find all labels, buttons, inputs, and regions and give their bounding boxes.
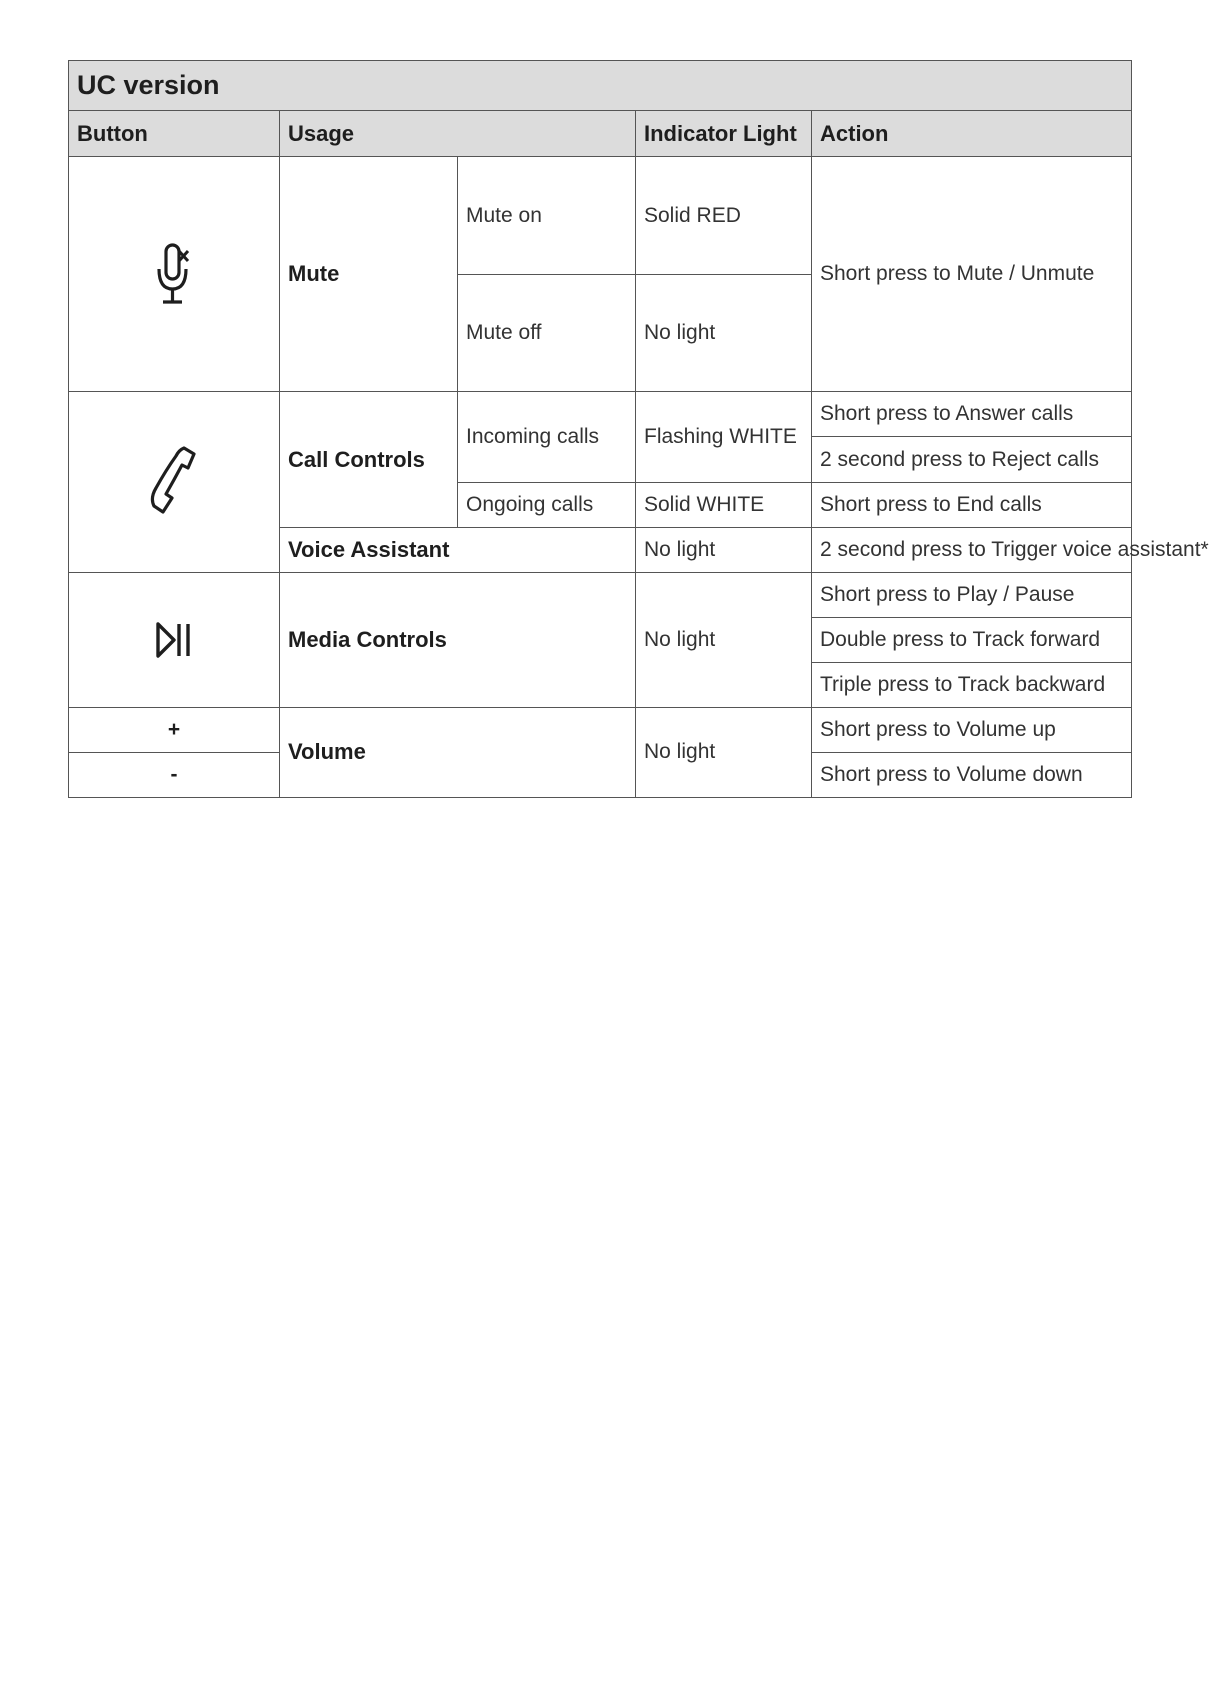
answer-calls-action: Short press to Answer calls: [812, 392, 1132, 437]
usage-call-controls: Call Controls: [280, 392, 458, 527]
volume-minus-button: -: [69, 752, 280, 797]
usage-voice-assistant: Voice Assistant: [280, 527, 636, 572]
header-usage: Usage: [280, 111, 636, 157]
media-button-cell: [69, 572, 280, 707]
play-pause-icon: [154, 620, 194, 660]
header-indicator-light: Indicator Light: [636, 111, 812, 157]
call-button-cell: [69, 392, 280, 572]
track-backward-action: Triple press to Track backward: [812, 662, 1132, 707]
table-title: UC version: [69, 61, 1132, 111]
volume-up-action: Short press to Volume up: [812, 707, 1132, 752]
mute-on-label: Mute on: [458, 157, 636, 275]
mute-off-label: Mute off: [458, 275, 636, 392]
mute-on-light: Solid RED: [636, 157, 812, 275]
volume-down-action: Short press to Volume down: [812, 752, 1132, 797]
ongoing-calls-label: Ongoing calls: [458, 482, 636, 527]
ongoing-calls-light: Solid WHITE: [636, 482, 812, 527]
incoming-calls-label: Incoming calls: [458, 392, 636, 482]
play-pause-action: Short press to Play / Pause: [812, 572, 1132, 617]
mic-mute-icon: [154, 239, 194, 309]
volume-plus-button: +: [69, 707, 280, 752]
incoming-calls-light: Flashing WHITE: [636, 392, 812, 482]
reject-calls-action: 2 second press to Reject calls: [812, 437, 1132, 482]
media-controls-light: No light: [636, 572, 812, 707]
voice-assistant-light: No light: [636, 527, 812, 572]
phone-handset-icon: [146, 442, 202, 522]
usage-media-controls: Media Controls: [280, 572, 636, 707]
track-forward-action: Double press to Track forward: [812, 617, 1132, 662]
mute-off-light: No light: [636, 275, 812, 392]
volume-light: No light: [636, 707, 812, 797]
voice-assistant-action: 2 second press to Trigger voice assistant*: [812, 527, 1132, 572]
controls-table: [68, 60, 1209, 798]
usage-mute: Mute: [280, 157, 458, 392]
mute-button-cell: [69, 157, 280, 392]
usage-volume: Volume: [280, 707, 636, 797]
end-calls-action: Short press to End calls: [812, 482, 1132, 527]
header-button: Button: [69, 111, 280, 157]
header-action: Action: [812, 111, 1132, 157]
mute-action: Short press to Mute / Unmute: [812, 157, 1132, 392]
